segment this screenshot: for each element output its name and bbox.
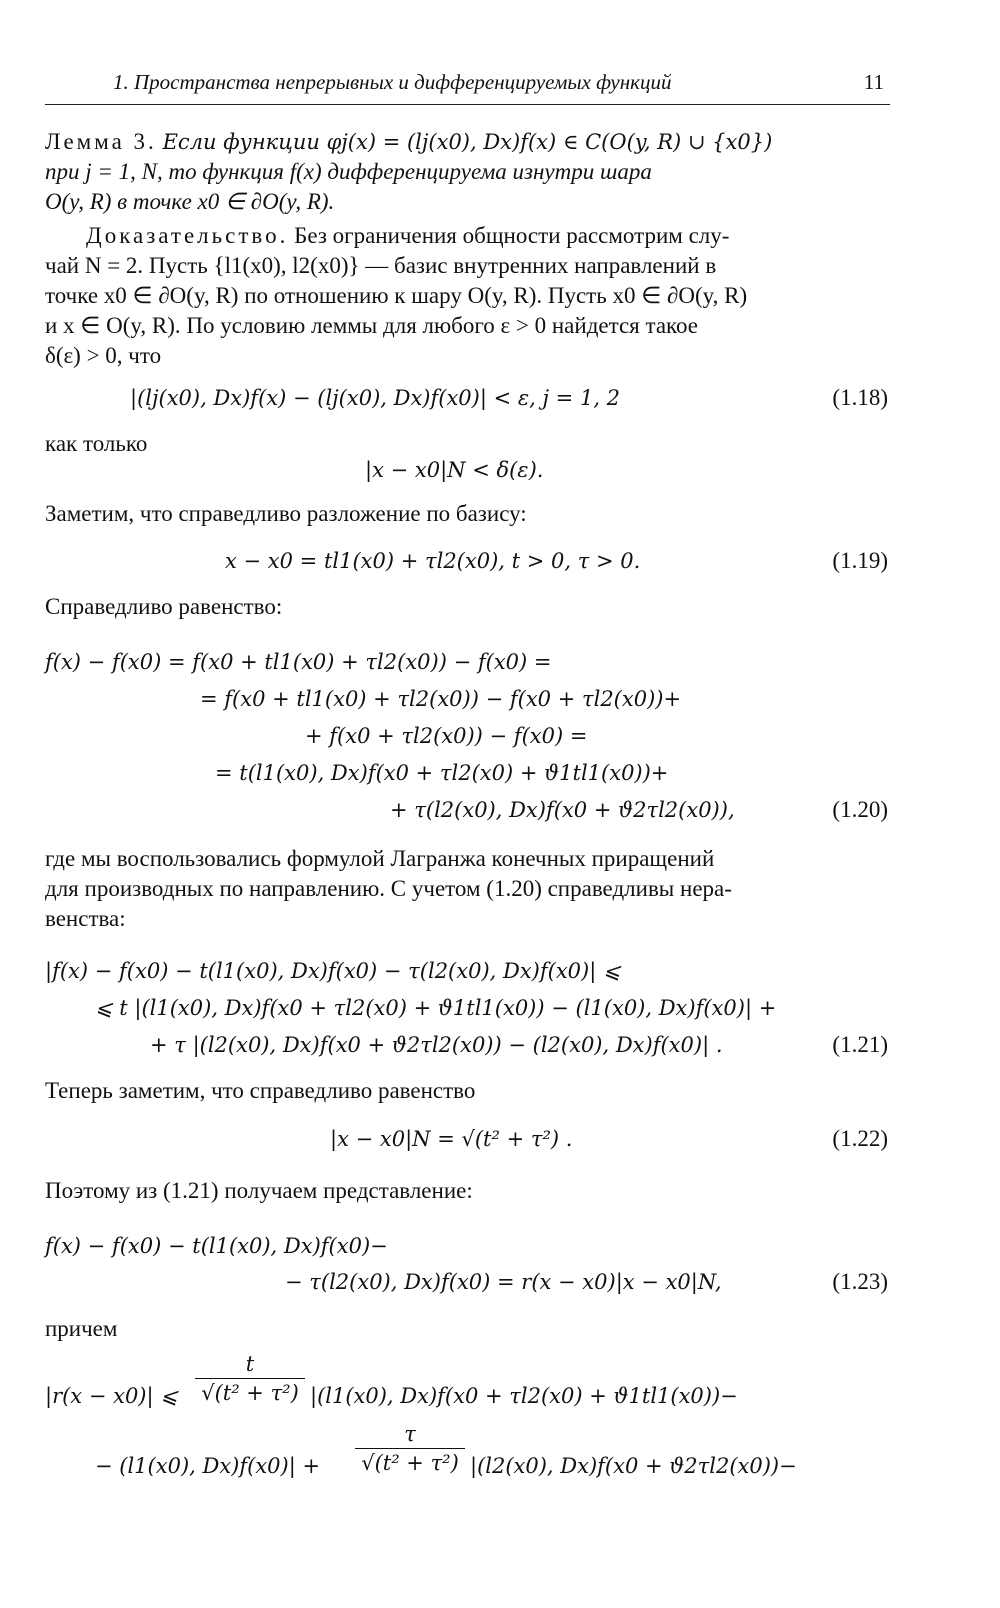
- equation-1-21-line-3: + τ |(l2(x0), Dx)f(x0 + ϑ2τl2(x0)) − (l2(x0), Dx)f(x0)| .: [150, 1033, 723, 1057]
- equation-delta: |x − x0|N < δ(ε).: [365, 458, 544, 482]
- text-teper: Теперь заметим, что справедливо равенство: [45, 1078, 476, 1103]
- lemma-line-3: O(y, R) в точке x0 ∈ ∂O(y, R).: [45, 189, 335, 214]
- equation-1-22: |x − x0|N = √(t² + τ²) .: [330, 1127, 573, 1151]
- proof-line-2: чай N = 2. Пусть {l1(x0), l2(x0)} — базис внутренних направлений в: [45, 253, 717, 278]
- text-lagrange-1: где мы воспользовались формулой Лагранжа конечных приращений: [45, 846, 715, 871]
- final-ineq-left: |r(x − x0)| ⩽: [45, 1384, 178, 1408]
- text-kak-tolko: как только: [45, 431, 148, 456]
- equation-number-1-23: (1.23): [832, 1269, 888, 1294]
- fraction-1-numerator: t: [195, 1352, 305, 1379]
- text-prichem: причем: [45, 1316, 118, 1341]
- lemma-line-1: [45, 128, 890, 156]
- equation-number-1-18: (1.18): [832, 385, 888, 410]
- text-razlozhenie: Заметим, что справедливо разложение по базису:: [45, 501, 527, 526]
- equation-number-1-20: (1.20): [832, 797, 888, 822]
- fraction-1: [195, 1352, 305, 1405]
- equation-number-1-19: (1.19): [832, 548, 888, 573]
- equation-1-20-line-2: = f(x0 + tl1(x0) + τl2(x0)) − f(x0 + τl2(x0))+: [200, 687, 682, 711]
- equation-1-19: x − x0 = tl1(x0) + τl2(x0), t > 0, τ > 0.: [225, 549, 641, 573]
- proof-text-1: Без ограничения общности рассмотрим слу-: [294, 223, 730, 248]
- equation-1-23-line-2: − τ(l2(x0), Dx)f(x0) = r(x − x0)|x − x0|N,: [285, 1270, 722, 1294]
- page-header: [45, 70, 890, 105]
- text-lagrange-3: венства:: [45, 906, 126, 931]
- lemma-line-2: при j = 1, N, то функция f(x) дифференцируема изнутри шара: [45, 159, 652, 184]
- page-number: 11: [863, 70, 884, 94]
- fraction-2-numerator: τ: [355, 1422, 465, 1449]
- equation-number-1-21: (1.21): [832, 1032, 888, 1057]
- final-ineq-line-2-left: − (l1(x0), Dx)f(x0)| +: [95, 1454, 321, 1478]
- final-ineq-right-2: |(l2(x0), Dx)f(x0 + ϑ2τl2(x0))−: [470, 1454, 797, 1478]
- proof-line-4: и x ∈ O(y, R). По условию леммы для любого ε > 0 найдется такое: [45, 313, 699, 338]
- equation-1-21-line-2: ⩽ t |(l1(x0), Dx)f(x0 + τl2(x0) + ϑ1tl1(x0)) − (l1(x0), Dx)f(x0)| +: [95, 996, 777, 1020]
- proof-label: Доказательство.: [86, 223, 289, 248]
- lemma-statement-1: Если функции φj(x) = (lj(x0), Dx)f(x) ∈ C(O(y, R) ∪ {x0}): [162, 130, 773, 154]
- equation-1-20-line-5: + τ(l2(x0), Dx)f(x0 + ϑ2τl2(x0)),: [390, 798, 735, 822]
- fraction-2: [355, 1422, 465, 1475]
- equation-number-1-22: (1.22): [832, 1126, 888, 1151]
- equation-1-21-line-1: |f(x) − f(x0) − t(l1(x0), Dx)f(x0) − τ(l2(x0), Dx)f(x0)| ⩽: [45, 959, 621, 983]
- equation-1-20-line-3: + f(x0 + τl2(x0)) − f(x0) =: [305, 724, 588, 748]
- equation-1-20-line-4: = t(l1(x0), Dx)f(x0 + τl2(x0) + ϑ1tl1(x0))+: [215, 761, 669, 785]
- running-title: 1. Пространства непрерывных и дифференцируемых функций: [113, 70, 672, 94]
- text-lagrange-2: для производных по направлению. С учетом (1.20) справедливы нера-: [45, 876, 732, 901]
- equation-1-18: |(lj(x0), Dx)f(x) − (lj(x0), Dx)f(x0)| < ε, j = 1, 2: [130, 386, 621, 410]
- proof-line-5: δ(ε) > 0, что: [45, 343, 162, 368]
- equation-1-20-line-1: f(x) − f(x0) = f(x0 + tl1(x0) + τl2(x0)) − f(x0) =: [45, 650, 552, 674]
- proof-line-3: точке x0 ∈ ∂O(y, R) по отношению к шару O(y, R). Пусть x0 ∈ ∂O(y, R): [45, 283, 748, 308]
- fraction-1-denominator: √(t² + τ²): [201, 1381, 299, 1405]
- lemma-label: Лемма 3.: [45, 129, 157, 154]
- text-ravenstvo: Справедливо равенство:: [45, 594, 283, 619]
- text-poetomu: Поэтому из (1.21) получаем представление:: [45, 1178, 473, 1203]
- final-ineq-right-1: |(l1(x0), Dx)f(x0 + τl2(x0) + ϑ1tl1(x0))−: [310, 1384, 738, 1408]
- proof-line-1: [86, 222, 729, 250]
- fraction-2-denominator: √(t² + τ²): [361, 1451, 459, 1475]
- equation-1-23-line-1: f(x) − f(x0) − t(l1(x0), Dx)f(x0)−: [45, 1234, 388, 1258]
